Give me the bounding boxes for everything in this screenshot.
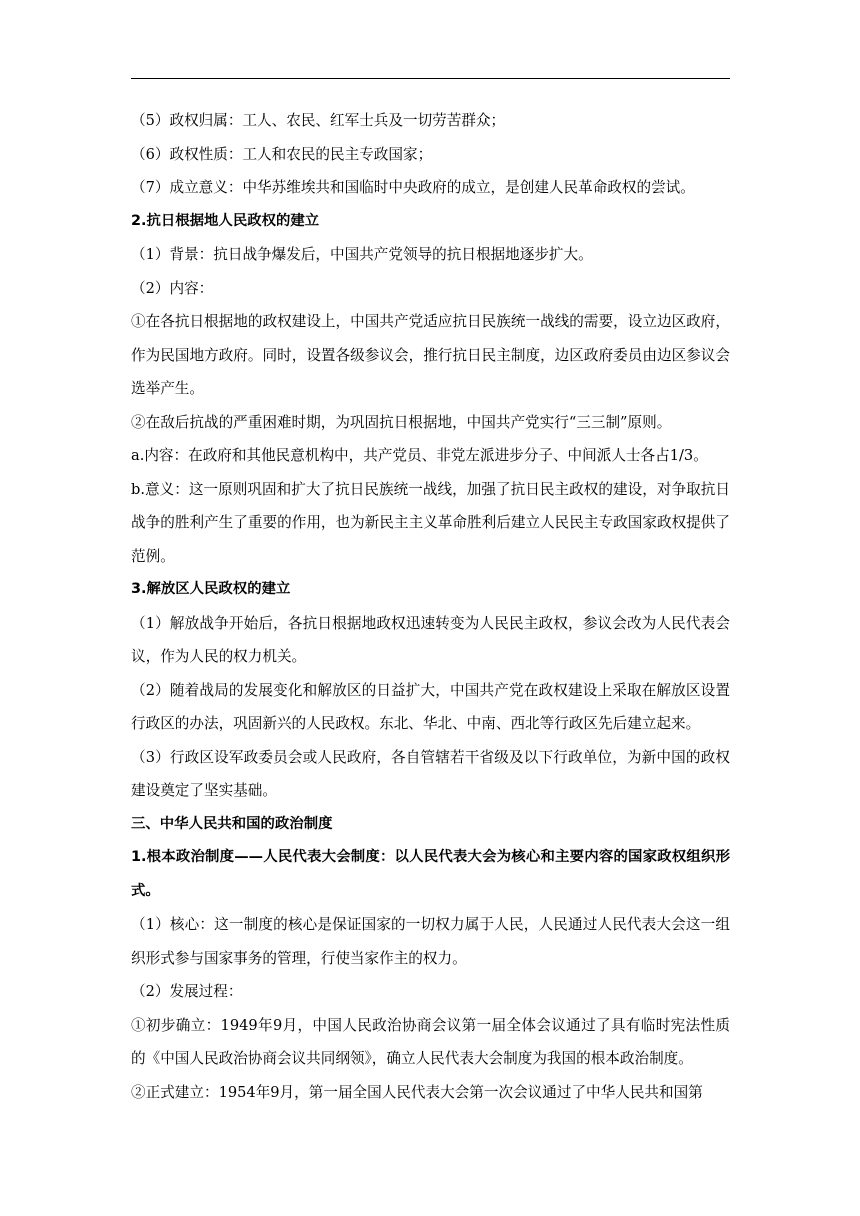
paragraph-three-thirds-content: a.内容：在政府和其他民意机构中，共产党员、非党左派进步分子、中间派人士各占1/3。 — [131, 447, 708, 464]
paragraph-initial-establishment: ①初步确立：1949年9月，中国人民政治协商会议第一届全体会议通过了具有临时宪法性质的《中国人民政治协商会议共同纲领》，确立人民代表大会制度为我国的根本政治制度。 — [131, 1016, 730, 1067]
paragraph-background: （1）背景：抗日战争爆发后，中国共产党领导的抗日根据地逐步扩大。 — [131, 246, 593, 263]
paragraph-significance: （7）成立意义：中华苏维埃共和国临时中央政府的成立，是创建人民革命政权的尝试。 — [131, 179, 695, 196]
document-body — [131, 104, 730, 1109]
paragraph-content-label: （2）内容： — [131, 279, 214, 297]
paragraph-sovereignty: （5）政权归属：工人、农民、红军士兵及一切劳苦群众； — [131, 112, 506, 129]
chapter-heading-prc-political-system: 三、中华人民共和国的政治制度 — [131, 815, 333, 832]
section-heading-peoples-congress: 1.根本政治制度——人民代表大会制度：以人民代表大会为核心和主要内容的国家政权组织形式。 — [131, 849, 730, 899]
section-heading-anti-japanese-bases: 2.抗日根据地人民政权的建立 — [131, 212, 320, 229]
paragraph-three-thirds-significance: b.意义：这一原则巩固和扩大了抗日民族统一战线，加强了抗日民主政权的建设，对争取抗日战争的胜利产生了重要的作用，也为新民主主义革命胜利后建立人民民主专政国家政权提供了范例。 — [131, 480, 730, 565]
paragraph-formal-establishment: ②正式建立：1954年9月，第一届全国人民代表大会第一次会议通过了中华人民共和国第 — [131, 1083, 703, 1101]
paragraph-liberation-war: （1）解放战争开始后，各抗日根据地政权迅速转变为人民民主政权，参议会改为人民代表会议，作为人民的权力机关。 — [131, 614, 730, 665]
paragraph-development-label: （2）发展过程： — [131, 983, 243, 1000]
header-rule — [131, 78, 730, 79]
section-heading-liberated-areas: 3.解放区人民政权的建立 — [131, 581, 291, 597]
paragraph-administrative-regions: （2）随着战局的发展变化和解放区的日益扩大，中国共产党在政权建设上采取在解放区设置行政区的办法，巩固新兴的人民政权。东北、华北、中南、西北等行政区先后建立起来。 — [131, 681, 730, 732]
paragraph-border-region-government: ①在各抗日根据地的政权建设上，中国共产党适应抗日民族统一战线的需要，设立边区政府，作为民国地方政府。同时，设置各级参议会，推行抗日民主制度，边区政府委员由边区参议会选举产生。 — [131, 313, 730, 397]
paragraph-military-committees: （3）行政区设军政委员会或人民政府，各自管辖若干省级及以下行政单位，为新中国的政权建设奠定了坚实基础。 — [131, 748, 730, 799]
paragraph-nature: （6）政权性质：工人和农民的民主专政国家； — [131, 145, 433, 163]
paragraph-three-thirds-system: ②在敌后抗战的严重困难时期，为巩固抗日根据地，中国共产党实行“三三制”原则。 — [131, 413, 672, 431]
paragraph-core: （1）核心：这一制度的核心是保证国家的一切权力属于人民，人民通过人民代表大会这一组织形式参与国家事务的管理，行使当家作主的权力。 — [131, 916, 730, 967]
